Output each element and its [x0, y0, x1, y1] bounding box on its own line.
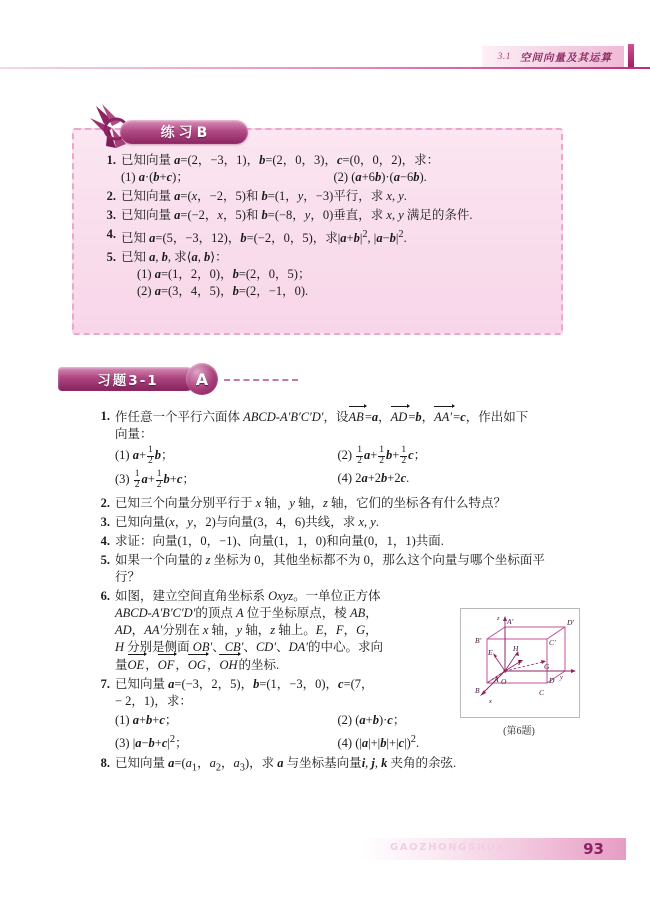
exercise-3-1-pill — [58, 367, 198, 391]
header-edge-tab — [628, 44, 634, 68]
cube-svg — [461, 609, 579, 717]
svg-text:D: D — [549, 676, 555, 685]
svg-text:z: z — [497, 615, 500, 622]
svg-text:G: G — [544, 662, 550, 671]
svg-text:y: y — [560, 674, 563, 681]
problem-item — [96, 249, 546, 300]
exercise-b-badge — [76, 108, 256, 148]
problem-item — [90, 552, 560, 586]
problem-number: 5. — [100, 552, 110, 567]
page-number: 93 — [583, 840, 604, 858]
problem-number: 8. — [100, 756, 110, 771]
header-section-title: 空间向量及其运算 — [520, 51, 612, 64]
problem-body: 已知 a=(5，−3，12)，b=(−2，0，5)，求$|a+b|^2$, $|a-b|^2$. — [121, 229, 407, 246]
problem-body: 已知向量 a=(2，−3，1)，b=(2，0，3)，c=(0，0，2)，求： (1) a·(b+c)； (2) (a+6b)·(a−6b). — [121, 152, 546, 186]
problem-item — [96, 152, 546, 186]
exercise-b-pill — [120, 120, 248, 144]
problem-item — [90, 408, 560, 491]
problem-item — [96, 188, 546, 205]
problem-number: 3. — [100, 514, 110, 529]
exercise-b-label: 练习B — [160, 125, 212, 141]
svg-text:O: O — [501, 677, 507, 686]
problem-number: 2. — [100, 495, 110, 510]
problem-sub: (4) 2a+2b+2c. — [337, 470, 410, 485]
problem-body: 如果一个向量的 z 坐标为 0，其他坐标都不为 0，那么这个向量与哪个坐标面平行？ — [115, 552, 545, 584]
svg-text:B′: B′ — [475, 636, 482, 645]
problem-body: 已知三个向量分别平行于 x 轴，y 轴，z 轴，它们的坐标各有什么特点？ — [115, 495, 507, 510]
problem-number: 1. — [106, 153, 116, 167]
exercise-3-1-header — [58, 362, 298, 396]
svg-text:A: A — [494, 675, 499, 684]
header-section-number: 3.1 — [497, 52, 511, 62]
problem-number: 1. — [100, 409, 110, 423]
svg-text:C: C — [539, 688, 545, 697]
problem-item — [90, 495, 560, 512]
exercise-b-problem-list — [96, 152, 546, 302]
problem-number: 3. — [106, 208, 116, 222]
problem-body: 如图，建立空间直角坐标系 Oxyz。一单位正方体 ABCD-A′B′C′D′的顶点 A 位于坐标原点，棱 AB， AD，AA′分别在 x 轴，y 轴，z 轴上。E，F，G， H 分别是侧面 OB′、CB′、CD′、DA′的中心。求向 量OE，OF，OG，OH的坐标. — [115, 588, 383, 672]
footer-pinyin: GAOZHONGSHUXUE — [390, 842, 524, 853]
svg-text:E: E — [488, 648, 493, 657]
problem-item — [90, 514, 560, 531]
problem-body: 已知向量 a=(−3，2，5)，b=(1，−3，0)，c=(7， − 2，1)，求： (1) a+b+c； (2) (a+b)·c； (3) $|a-b+c|^2$； (4) $(|a|+|b|+|c|)^2$. — [115, 676, 560, 752]
problem-number: 2. — [106, 189, 116, 203]
problem-sub: (1) a+b+c； — [115, 712, 178, 727]
problem-sub: (2) $\frac{1}{2}$ a+ $\frac{1}{2}$ b+ $\frac{1}{2}$ c； — [337, 445, 427, 466]
header-plate — [482, 46, 624, 67]
problem-body: 已知向量 a=(x，−2，5)和 b=(1，y，−3)平行，求 x, y. — [121, 189, 407, 203]
problem-sub: (2) a=(3，4，5)，b=(2，−1，0). — [137, 284, 309, 299]
problem-number: 5. — [106, 250, 116, 265]
problem-item — [96, 207, 546, 224]
exercise-group-badge: A — [186, 363, 218, 395]
problem-body: 已知向量 $a=(a_1$，$a_2$，$a_3$)，求 a 与坐标基向量i, j, k 夹角的余弦. — [115, 756, 457, 774]
svg-text:H: H — [513, 644, 519, 653]
problem-sub: (3) $|a-b+c|^2$； — [115, 733, 188, 751]
problem-number: 7. — [100, 676, 110, 691]
problem-number: 6. — [100, 588, 110, 603]
figure-caption: (第6题) — [503, 726, 535, 737]
problem-sub: (1) a=(1，2，0)，b=(2，0，5)； — [137, 267, 311, 282]
problem-item — [90, 533, 560, 550]
svg-text:A′: A′ — [507, 617, 514, 626]
header-rule — [0, 67, 650, 69]
svg-text:x: x — [489, 698, 492, 705]
svg-text:D′: D′ — [567, 618, 575, 627]
header-dashed-rule — [224, 379, 298, 381]
problem-sub: (2) (a+6b)·(a−6b). — [333, 170, 427, 184]
figure-cube-diagram — [460, 608, 580, 718]
problem-sub: (1) a·(b+c)； — [121, 170, 189, 184]
problem-body: 已知向量 a=(−2，x，5)和 b=(−8，y，0)垂直，求 x, y 满足的条件. — [121, 208, 473, 222]
problem-sub: (2) (a+b)·c； — [337, 712, 406, 727]
exercise-3-1-title: 习题3-1 — [97, 373, 159, 389]
svg-text:B: B — [475, 686, 480, 695]
problem-body: 已知向量(x，y，2)与向量(3，4，6)共线，求 x, y. — [115, 514, 379, 529]
svg-text:F: F — [518, 658, 523, 667]
problem-item — [90, 755, 560, 777]
problem-body: 作任意一个平行六面体 ABCD-A′B′C′D′，设AB=a，AD=b，AA′=c，作出如下 向量： (1) a+ $\frac{1}{2}$ b； (2) $\frac{1}{2}$ a+ $\frac{1}{2}$ b+ $\frac{1}{2}$ c； (3) $\frac{1}{2}$ a+ $\frac{1}{2}$ b+c； (4) 2a+2b+2c. — [115, 408, 560, 491]
problem-number: 4. — [106, 227, 116, 241]
problem-item — [96, 226, 546, 247]
problem-body: 求证：向量(1，0，−1)、向量(1，1，0)和向量(0，1，1)共面. — [115, 533, 444, 548]
svg-text:C′: C′ — [549, 638, 556, 647]
problem-body: 已知 a, b, 求⟨a, b⟩： (1) a=(1，2，0)，b=(2，0，5)； (2) a=(3，4，5)，b=(2，−1，0). — [121, 249, 546, 300]
problem-sub: (4) $(|a|+|b|+|c|)^2$. — [337, 733, 420, 751]
problem-sub: (1) a+ $\frac{1}{2}$ b； — [115, 445, 174, 466]
page-footer — [360, 838, 626, 860]
problem-sub: (3) $\frac{1}{2}$ a+ $\frac{1}{2}$ b+c； — [115, 468, 195, 490]
problem-number: 4. — [100, 533, 110, 548]
running-header — [0, 44, 650, 74]
